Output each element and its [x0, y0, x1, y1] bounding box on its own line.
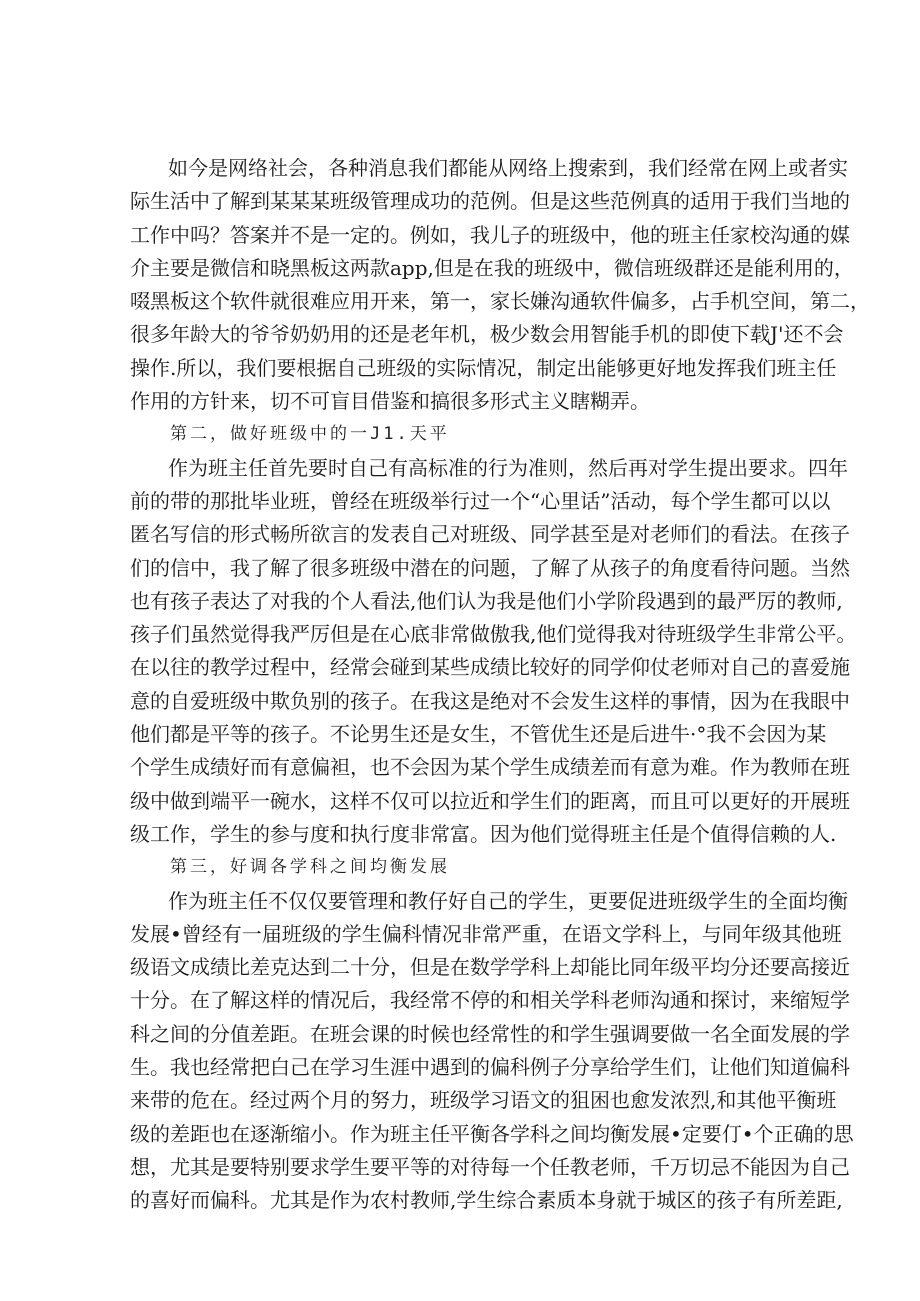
paragraph-1 [130, 152, 870, 418]
text-line: 想，尤其是要特别要求学生要平等的对待每一个任教老师，千万切忌不能因为自己 [130, 1154, 850, 1179]
text-line: 在以往的教学过程中，经常会碰到某些成绩比较好的同学仰仗老师对自己的喜爱施 [130, 655, 850, 680]
text-line: 来带的危在。经过两个月的努力，班级学习语文的狙困也愈发浓烈,和其他平衡班 [130, 1088, 837, 1113]
text-line: 如今是网络社会，各种消息我们都能从网络上搜索到，我们经常在网上或者实 [168, 156, 848, 180]
section-heading-3: 第三，好调各学科之间均衡发展 [170, 857, 450, 878]
text-line: 工作中吗？答案并不是一定的。例如，我儿子的班级中，他的班主任家校沟通的媒 [130, 222, 850, 247]
text-line: 发展•曾经有一届班级的学生偏科情况非常严重，在语文学科上，与同年级其他班 [130, 921, 842, 946]
text-line: 们的信中，我了解了很多班级中潜在的问题，了解了从孩子的角度看待问题。当然 [130, 555, 850, 580]
text-line: 级中做到端平一碗水，这样不仅可以拉近和学生们的距离，而且可以更好的开展班 [130, 788, 850, 813]
text-line: 科之间的分值差距。在班会课的时候也经常性的和学生强调要做一名全面发展的学 [130, 1021, 850, 1046]
text-line: 介主要是微信和晓黑板这两款app,但是在我的班级中，微信班级群还是能利用的， [130, 255, 854, 280]
text-line: 他们都是平等的孩子。不论男生还是女生，不管优生还是后进牛·°我不会因为某 [130, 722, 827, 747]
text-line: 匿名写信的形式畅所欲言的发表自己对班级、同学甚至是对老师们的看法。在孩子 [130, 522, 850, 547]
text-line: 际生活中了解到某某某班级管理成功的范例。但是这些范例真的适用于我们当地的 [130, 189, 850, 214]
text-line: 作用的方针来，切不可盲目借鉴和搞很多形式主义瞎糊弄。 [130, 389, 650, 414]
text-line: 很多年龄大的爷爷奶奶用的还是老年机，极少数会用智能手机的即使下载J'还不会 [130, 322, 844, 347]
text-line: 级工作，学生的参与度和执行度非常富。因为他们觉得班主任是个值得信赖的人. [130, 821, 837, 846]
paragraph-2 [130, 452, 857, 852]
text-line: 十分。在了解这样的情况后，我经常不停的和相关学科老师沟通和探讨，来缩短学 [130, 988, 850, 1013]
text-line: 的喜好而偏科。尤其是作为农村教师,学生综合素质本身就于城区的孩子有所差距, [130, 1188, 843, 1213]
text-line: 啜黑板这个软件就很难应用开来，第一，家长嫌沟通软件偏多，占手机空间，第二， [130, 289, 870, 314]
text-line: 级语文成绩比差克达到二十分，但是在数学学科上却能比同年级平均分还要高接近 [130, 955, 850, 980]
text-line: 级的差距也在逐渐缩小。作为班主任平衡各学科之间均衡发展•定要仃•个正确的思 [130, 1121, 854, 1146]
text-line: 个学生成绩好而有意偏袒，也不会因为某个学生成绩差而有意为难。作为教师在班 [130, 755, 850, 780]
paragraph-3 [130, 885, 854, 1218]
text-line: 作为班主任不仅仅要管理和教仔好自己的学生，更要促进班级学生的全面均衡 [168, 888, 848, 913]
text-line: 作为班主任首先要时自己有高标准的行为准则，然后再对学生提出要求。四年 [168, 455, 848, 480]
text-line: 意的自爱班级中欺负别的孩子。在我这是绝对不会发生这样的事情，因为在我眼中 [130, 688, 850, 713]
document-body [130, 152, 870, 1218]
text-line: 生。我也经常把白己在学习生涯中遇到的偏科例子分享给学生们，让他们知道偏科 [130, 1055, 850, 1080]
text-line: 孩子们虽然觉得我严厉但是在心底非常做傲我,他们觉得我对待班级学生非常公平。 [130, 622, 857, 647]
text-line: 也有孩子表达了对我的个人看法,他们认为我是他们小学阶段遇到的最严厉的教师, [130, 588, 843, 613]
section-heading-2: 第二，做好班级中的一J1.天平 [170, 424, 450, 445]
text-line: 前的带的那批毕业班，曾经在班级举行过一个“心里话”活动，每个学生都可以以 [130, 488, 831, 513]
text-line: 操作.所以，我们要根据自己班级的实际情况，制定出能够更好地发挥我们班主任 [130, 355, 837, 380]
